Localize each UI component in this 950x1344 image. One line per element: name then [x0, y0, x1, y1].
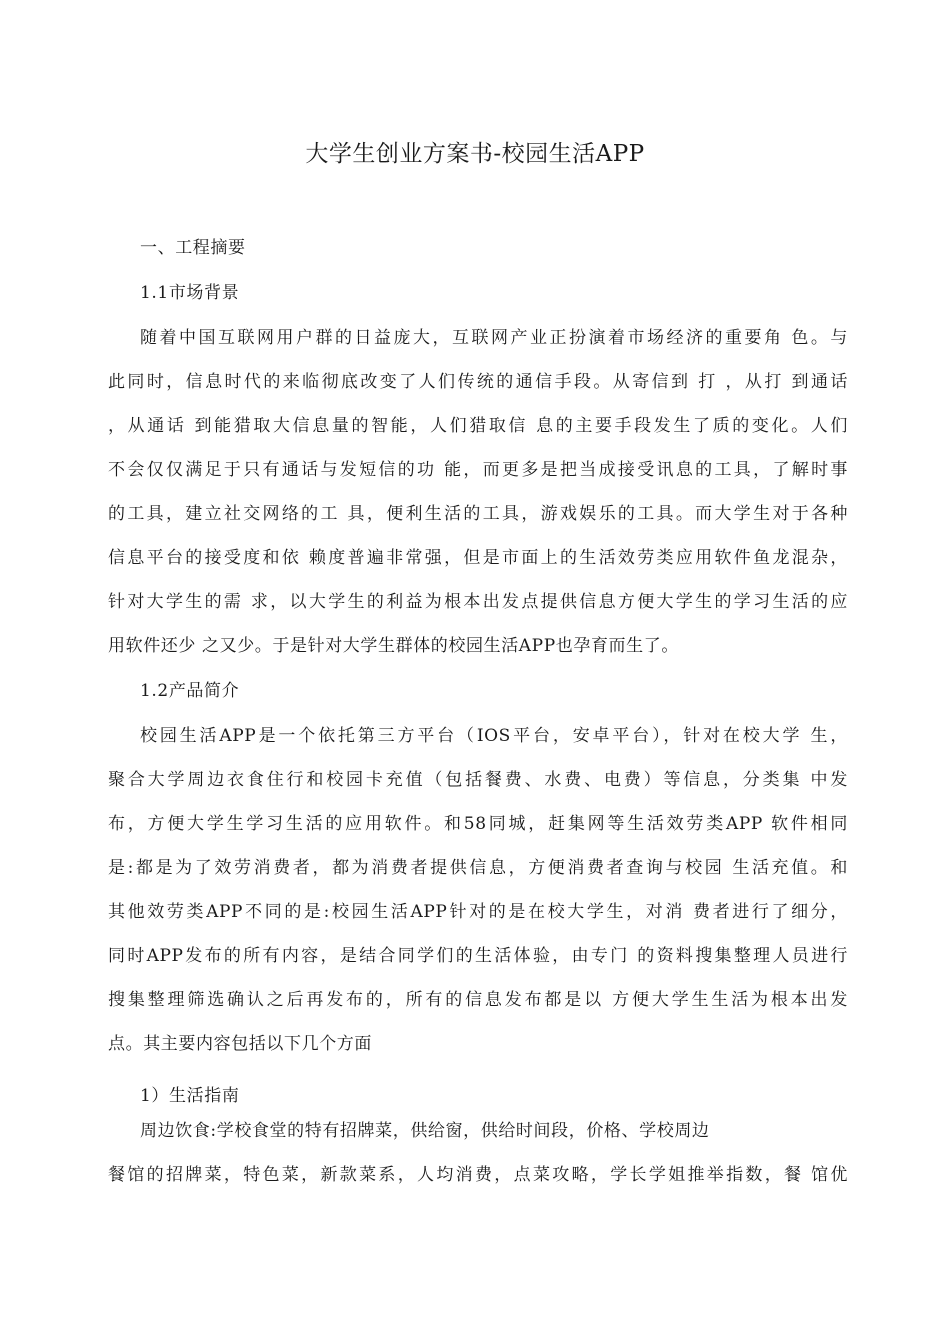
paragraph-line: 周边饮食:学校食堂的特有招牌菜，供给窗，供给时间段，价格、学校周边 — [140, 1121, 710, 1141]
document-title: 大学生创业方案书-校园生活APP — [305, 141, 645, 167]
paragraph-line: 的工具，建立社交网络的工 具，便利生活的工具，游戏娱乐的工具。而大学生对于各种 — [108, 504, 848, 524]
subsection-heading-market-background: 1.1市场背景 — [140, 283, 240, 303]
paragraph-line: 聚合大学周边衣食住行和校园卡充值（包括餐费、水费、电费）等信息，分类集 中发 — [108, 770, 848, 790]
paragraph-line: 布，方便大学生学习生活的应用软件。和58同城，赶集网等生活效劳类APP 软件相同 — [108, 814, 848, 834]
paragraph-line: 是:都是为了效劳消费者，都为消费者提供信息，方便消费者查询与校园 生活充值。和 — [108, 858, 848, 878]
subsection-heading-product-intro: 1.2产品简介 — [140, 681, 240, 701]
paragraph-line: 餐馆的招牌菜，特色菜，新款菜系，人均消费，点菜攻略，学长学姐推举指数，餐 馆优 — [108, 1165, 848, 1185]
paragraph-line: 搜集整理筛选确认之后再发布的，所有的信息发布都是以 方便大学生生活为根本出发 — [108, 990, 848, 1010]
section-heading-project-summary: 一、工程摘要 — [140, 238, 246, 258]
paragraph-line: 点。其主要内容包括以下几个方面 — [108, 1034, 372, 1054]
paragraph-line: 此同时，信息时代的来临彻底改变了人们传统的通信手段。从寄信到 打 ，从打 到通话 — [108, 372, 848, 392]
paragraph-line: 同时APP发布的所有内容，是结合同学们的生活体验，由专门 的资料搜集整理人员进行 — [108, 946, 848, 966]
paragraph-line: 随着中国互联网用户群的日益庞大，互联网产业正扮演着市场经济的重要角 色。与 — [140, 328, 848, 348]
list-heading-life-guide: 1）生活指南 — [140, 1086, 240, 1106]
paragraph-line: 校园生活APP是一个依托第三方平台（IOS平台，安卓平台），针对在校大学 生， — [140, 726, 848, 746]
paragraph-line: 信息平台的接受度和依 赖度普遍非常强，但是市面上的生活效劳类应用软件鱼龙混杂， — [108, 548, 848, 568]
paragraph-line: 其他效劳类APP不同的是:校园生活APP针对的是在校大学生，对消 费者进行了细分， — [108, 902, 848, 922]
paragraph-line: 不会仅仅满足于只有通话与发短信的功 能，而更多是把当成接受讯息的工具，了解时事 — [108, 460, 848, 480]
paragraph-line: 针对大学生的需 求，以大学生的利益为根本出发点提供信息方便大学生的学习生活的应 — [108, 592, 848, 612]
paragraph-line: ，从通话 到能猎取大信息量的智能，人们猎取信 息的主要手段发生了质的变化。人们 — [108, 416, 848, 436]
paragraph-line: 用软件还少 之又少。于是针对大学生群体的校园生活APP也孕育而生了。 — [108, 636, 679, 656]
